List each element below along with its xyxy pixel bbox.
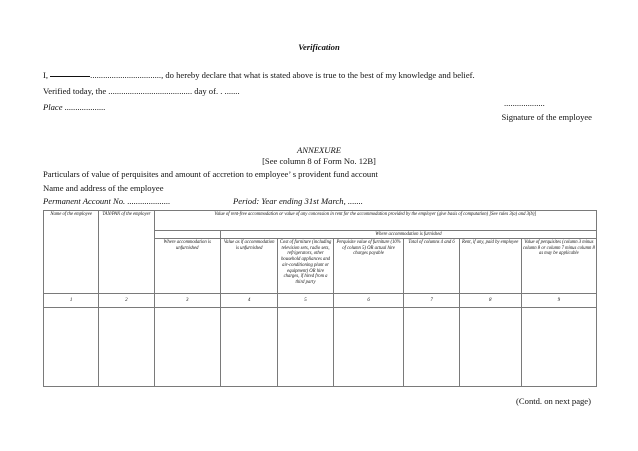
pan-field: Permanent Account No. .................... bbox=[43, 196, 171, 206]
column-number: 9 bbox=[521, 294, 596, 308]
name-blank bbox=[50, 76, 90, 77]
annexure-table bbox=[43, 210, 597, 387]
header-col-6: Perquisite value of furniture (10% of column 5) OR actual hire charges payable bbox=[333, 239, 404, 294]
column-number: 5 bbox=[278, 294, 333, 308]
data-cell bbox=[278, 308, 333, 387]
data-cell bbox=[220, 308, 278, 387]
signature-label: Signature of the employee bbox=[501, 112, 592, 122]
annexure-title: ANNEXURE bbox=[297, 145, 341, 155]
column-number: 2 bbox=[99, 294, 154, 308]
signature-dots: ................... bbox=[504, 98, 545, 108]
data-cell bbox=[44, 308, 99, 387]
declaration-line bbox=[43, 70, 475, 80]
name-address-text: Name and address of the employee bbox=[43, 183, 164, 193]
data-cell bbox=[459, 308, 521, 387]
continued-note: (Contd. on next page) bbox=[516, 396, 591, 406]
header-col-8: Rent, if any, paid by employee bbox=[459, 239, 521, 294]
column-number: 7 bbox=[404, 294, 459, 308]
verification-title: Verification bbox=[298, 42, 340, 52]
verified-line: Verified today, the ....................................... day of. . ....... bbox=[43, 86, 240, 96]
declaration-text: , do hereby declare that what is stated above is true to the best of my knowledge and belief. bbox=[161, 70, 475, 80]
column-number: 1 bbox=[44, 294, 99, 308]
annexure-subtitle: [See column 8 of Form No. 12B] bbox=[262, 156, 376, 166]
header-col-4: Value as if accommodation is unfurnished bbox=[220, 239, 278, 294]
header-col-3: Where accommodation is unfurnished bbox=[154, 239, 220, 294]
header-name-of-employee: Name of the employee bbox=[44, 211, 99, 294]
column-number: 4 bbox=[220, 294, 278, 308]
column-number: 8 bbox=[459, 294, 521, 308]
data-cell bbox=[521, 308, 596, 387]
period-field: Period: Year ending 31st March, ....... bbox=[233, 196, 363, 206]
header-rent-free-accommodation: Value of rent-free accommodation or value of any concession in rent for the accommodation provided by the employer (give basis of computation) [See rules 3(a) and 3(b)] bbox=[154, 211, 596, 231]
column-number: 6 bbox=[333, 294, 404, 308]
declaration-prefix: I, bbox=[43, 70, 51, 80]
header-tan-pan: TAN/PAN of the employer bbox=[99, 211, 154, 294]
name-dots: ................................. bbox=[90, 70, 162, 80]
header-where-furnished: Where accommodation is furnished bbox=[220, 231, 596, 239]
header-blank-cell bbox=[154, 231, 220, 239]
column-number: 3 bbox=[154, 294, 220, 308]
data-cell bbox=[333, 308, 404, 387]
header-col-7: Total of columns 4 and 6 bbox=[404, 239, 459, 294]
data-cell bbox=[404, 308, 459, 387]
data-cell bbox=[99, 308, 154, 387]
place-line: Place ................... bbox=[43, 102, 106, 112]
data-cell bbox=[154, 308, 220, 387]
particulars-text: Particulars of value of perquisites and amount of accretion to employee’ s provident fund account bbox=[43, 169, 378, 179]
header-col-5: Cost of furniture (including television sets, radio sets, refrigerators, other household appliances and air-conditioning plant or equipment) OR hire charges, if hired from a third party bbox=[278, 239, 333, 294]
header-col-9: Value of perquisites (column 3 minus column 8 or column 7 minus column 8 as may be applicable bbox=[521, 239, 596, 294]
